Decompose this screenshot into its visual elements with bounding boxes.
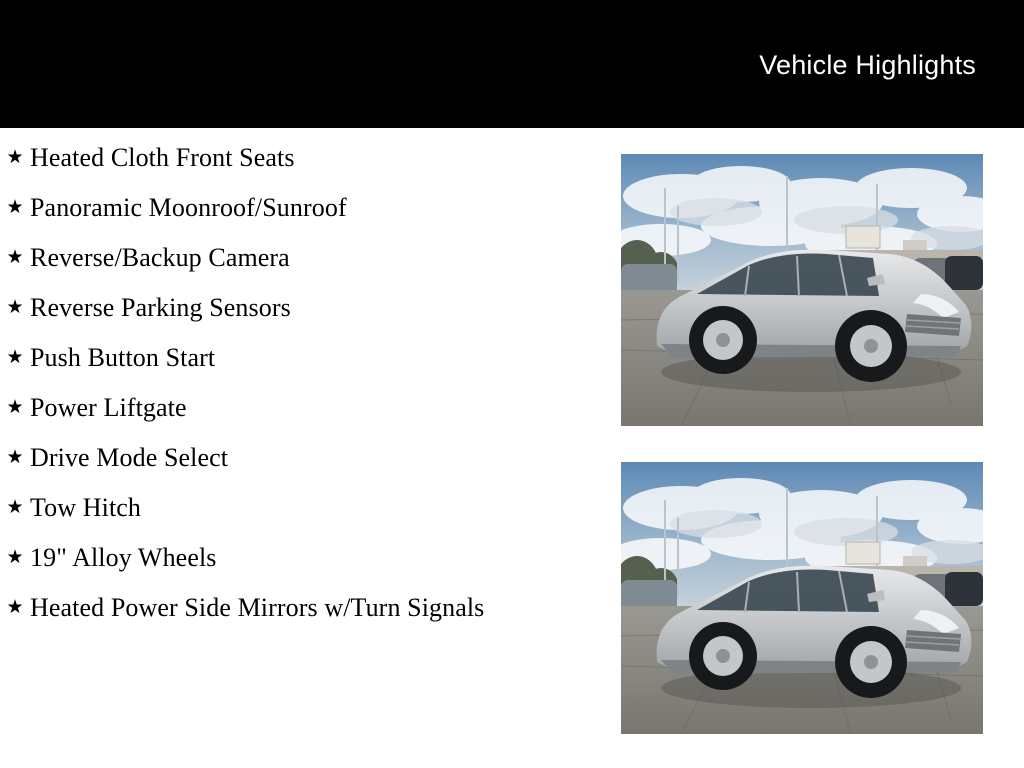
star-icon: ★ (6, 396, 24, 418)
vehicle-highlights-list (0, 128, 600, 642)
list-item-label: Push Button Start (30, 343, 216, 372)
list-item (0, 292, 600, 323)
list-item (0, 442, 600, 473)
list-item-label: Heated Cloth Front Seats (30, 143, 295, 172)
star-icon: ★ (6, 446, 24, 468)
list-item (0, 192, 600, 223)
list-item (0, 392, 600, 423)
list-item (0, 492, 600, 523)
star-icon: ★ (6, 196, 24, 218)
star-icon: ★ (6, 146, 24, 168)
list-item-label: Heated Power Side Mirrors w/Turn Signals (30, 593, 485, 622)
list-item-label: Panoramic Moonroof/Sunroof (30, 193, 347, 222)
star-icon: ★ (6, 246, 24, 268)
list-item (0, 542, 600, 573)
list-item (0, 592, 600, 623)
vehicle-photo-front-right-bottom (621, 462, 983, 734)
header-bar (0, 0, 1024, 128)
list-item-label: Drive Mode Select (30, 443, 229, 472)
star-icon: ★ (6, 596, 24, 618)
list-item-label: Tow Hitch (30, 493, 142, 522)
star-icon: ★ (6, 346, 24, 368)
vehicle-photo-front-right-top (621, 154, 983, 426)
page-title: Vehicle Highlights (759, 50, 976, 80)
list-item (0, 242, 600, 273)
list-item (0, 342, 600, 373)
list-item-label: Reverse/Backup Camera (30, 243, 290, 272)
vehicle-photo-graphic (621, 462, 983, 734)
list-item-label: 19" Alloy Wheels (30, 543, 217, 572)
star-icon: ★ (6, 546, 24, 568)
list-item-label: Power Liftgate (30, 393, 187, 422)
star-icon: ★ (6, 296, 24, 318)
star-icon: ★ (6, 496, 24, 518)
vehicle-photo-graphic (621, 154, 983, 426)
list-item-label: Reverse Parking Sensors (30, 293, 291, 322)
list-item (0, 142, 600, 173)
